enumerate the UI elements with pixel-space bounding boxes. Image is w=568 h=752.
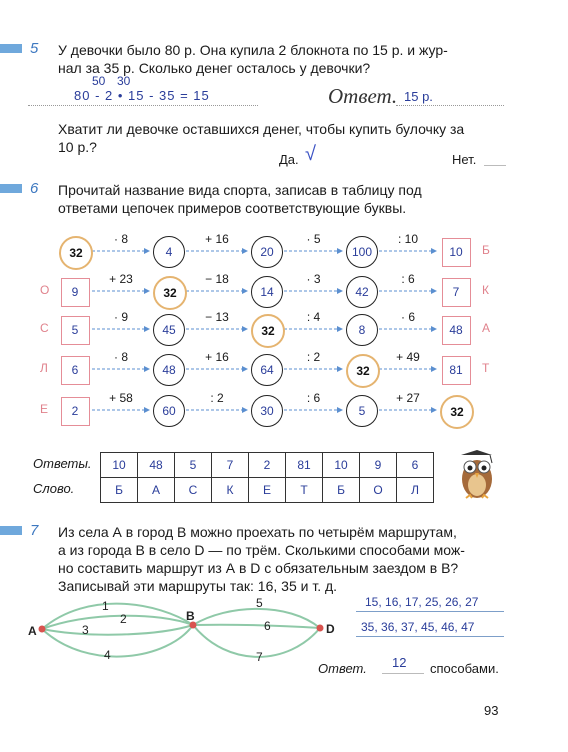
chain-2-node-3: 14 — [251, 276, 283, 308]
chain-2-node-4: 42 — [346, 276, 378, 308]
answer-cell-6: 81 — [286, 453, 323, 478]
helper-30: 30 — [117, 74, 131, 88]
chain-1-arrowhead-1 — [144, 248, 150, 254]
letter-cell-4: К — [212, 478, 249, 503]
task-7-marker — [0, 526, 22, 535]
chain-3-node-4: 8 — [346, 314, 378, 346]
task-6-number: 6 — [30, 180, 39, 197]
routes-underline-2 — [356, 636, 504, 637]
chain-2-op-3: · 3 — [306, 272, 321, 286]
chain-2-arrowhead-1 — [144, 288, 150, 294]
letter-cell-7: Б — [323, 478, 360, 503]
chain-4-op-2: + 16 — [205, 350, 229, 364]
routes-underline-1 — [356, 611, 504, 612]
letter-cell-9: Л — [397, 478, 434, 503]
chain-4-arrowhead-4 — [431, 366, 437, 372]
letter-cell-2: А — [138, 478, 175, 503]
chain-1-node-5: 10 — [442, 238, 471, 267]
answer-cell-7: 10 — [323, 453, 360, 478]
task-7-line2: а из города В в село D — по трём. Сколькими способами мож- — [58, 542, 465, 558]
chain-2-node-2: 32 — [153, 276, 187, 310]
route-1: 1 — [102, 599, 109, 613]
chain-1-arrowhead-4 — [431, 248, 437, 254]
answers-label: Ответы. — [33, 456, 92, 471]
chain-5-arrowhead-2 — [242, 407, 248, 413]
task-7-line3: но составить маршрут из А в D с обязательным заездом в В? — [58, 560, 459, 576]
chain-3-arrowhead-3 — [337, 326, 343, 332]
chain-2-right-letter: К — [482, 283, 489, 297]
letter-cell-8: О — [360, 478, 397, 503]
chain-5-op-2: : 2 — [210, 391, 224, 405]
chain-1-op-1: · 8 — [113, 232, 128, 246]
helper-50: 50 — [92, 74, 106, 88]
chain-1-arrowhead-2 — [242, 248, 248, 254]
route-2: 2 — [120, 612, 127, 626]
chain-5-op-3: : 6 — [306, 391, 321, 405]
chain-1-op-3: · 5 — [306, 232, 321, 246]
task-6-line1: Прочитай название вида спорта, записав в таблицу под — [58, 182, 422, 198]
yes-label: Да. — [279, 152, 299, 167]
no-label: Нет. — [452, 152, 477, 167]
route-4: 4 — [104, 648, 111, 662]
chain-5-node-2: 60 — [153, 395, 185, 427]
chain-3-op-4: · 6 — [400, 310, 415, 324]
task-7-answer-suffix: способами. — [430, 661, 499, 676]
task-5-answer-label: Ответ. — [328, 84, 398, 108]
chain-3-op-1: · 9 — [113, 310, 128, 324]
task-7-line4: Записывай эти маршруты так: 16, 35 и т. д. — [58, 578, 338, 594]
letter-cell-3: С — [175, 478, 212, 503]
chain-4-node-4: 32 — [346, 354, 380, 388]
chain-1-right-letter: Б — [482, 243, 490, 257]
answers-table — [100, 452, 434, 503]
chain-4-op-1: · 8 — [113, 350, 128, 364]
chain-3-node-3: 32 — [251, 314, 285, 348]
chain-5-node-3: 30 — [251, 395, 283, 427]
chain-2-left-letter: О — [40, 283, 50, 297]
point-b-label: B — [186, 609, 195, 623]
chain-4-arrowhead-3 — [337, 366, 343, 372]
chain-4-op-3: : 2 — [306, 350, 321, 364]
task-7-number: 7 — [30, 522, 39, 539]
chain-5-op-1: + 58 — [109, 391, 133, 405]
task-6-line2: ответами цепочек примеров соответствующие буквы. — [58, 200, 407, 216]
page-number: 93 — [484, 703, 499, 718]
task-7-answer-line — [382, 673, 424, 674]
letter-cell-6: Т — [286, 478, 323, 503]
chain-1-op-2: + 16 — [205, 232, 229, 246]
chain-1-node-1: 32 — [59, 236, 93, 270]
chain-3-left-letter: С — [40, 321, 49, 335]
chain-2-op-2: − 18 — [205, 272, 229, 286]
chain-4-node-3: 64 — [251, 354, 283, 386]
answer-cell-5: 2 — [249, 453, 286, 478]
answer-cell-3: 5 — [175, 453, 212, 478]
chain-3-op-2: − 13 — [205, 310, 229, 324]
task-7-answer-value: 12 — [392, 655, 407, 670]
chain-2-op-1: + 23 — [109, 272, 133, 286]
chain-5-node-4: 5 — [346, 395, 378, 427]
route-5: 5 — [256, 596, 263, 610]
word-label: Слово. — [33, 481, 75, 496]
task-5-number: 5 — [30, 40, 39, 57]
letter-cell-1: Б — [101, 478, 138, 503]
owl-illustration — [452, 449, 502, 501]
chain-2-op-4: : 6 — [401, 272, 415, 286]
chain-5-arrowhead-1 — [144, 407, 150, 413]
chain-3-arrowhead-2 — [242, 326, 248, 332]
answer-cell-4: 7 — [212, 453, 249, 478]
point-a-label: A — [28, 624, 37, 638]
chain-5-node-1: 2 — [61, 397, 90, 426]
chain-3-node-2: 45 — [153, 314, 185, 346]
chain-1-node-3: 20 — [251, 236, 283, 268]
chain-1-op-4: : 10 — [397, 232, 418, 246]
task-5-question-line2: 10 р.? — [58, 139, 97, 155]
routes-line-1: 15, 16, 17, 25, 26, 27 — [365, 595, 479, 609]
chain-3-node-5: 48 — [442, 316, 471, 345]
chain-5-node-5: 32 — [440, 395, 474, 429]
chain-5-arrowhead-4 — [431, 407, 437, 413]
chain-5-op-4: + 27 — [396, 391, 420, 405]
chain-1-arrowhead-3 — [337, 248, 343, 254]
answer-cell-1: 10 — [101, 453, 138, 478]
chain-4-node-5: 81 — [442, 356, 471, 385]
answer-cell-2: 48 — [138, 453, 175, 478]
task-5-question-line1: Хватит ли девочке оставшихся денег, чтобы купить булочку за — [58, 121, 465, 137]
point-d-label: D — [326, 622, 335, 636]
chain-4-right-letter: Т — [482, 361, 490, 375]
chain-2-arrowhead-3 — [337, 288, 343, 294]
task-5-line2: нал за 35 р. Сколько денег осталось у девочки? — [58, 60, 371, 76]
chain-3-arrowhead-4 — [431, 326, 437, 332]
chain-5-left-letter: Е — [40, 402, 49, 416]
task-5-answer-value: 15 р. — [404, 89, 433, 104]
chain-4-node-2: 48 — [153, 354, 185, 386]
route-6: 6 — [264, 619, 271, 633]
chain-4-node-1: 6 — [61, 356, 90, 385]
chain-2-arrowhead-2 — [242, 288, 248, 294]
task-5-line1: У девочки было 80 р. Она купила 2 блокнота по 15 р. и жур- — [58, 42, 448, 58]
point-d-dot — [317, 625, 324, 632]
chain-3-right-letter: А — [482, 321, 491, 335]
route-diagram — [28, 592, 358, 672]
chain-2-node-1: 9 — [61, 278, 90, 307]
route-3: 3 — [82, 623, 89, 637]
chain-1-node-2: 4 — [153, 236, 185, 268]
letter-cell-5: Е — [249, 478, 286, 503]
chain-4-arrowhead-1 — [144, 366, 150, 372]
chain-4-op-4: + 49 — [396, 350, 420, 364]
chain-3-arrowhead-1 — [144, 326, 150, 332]
answer-cell-9: 6 — [397, 453, 434, 478]
chain-3-node-1: 5 — [61, 316, 90, 345]
chain-2-node-5: 7 — [442, 278, 471, 307]
task-7-line1: Из села А в город В можно проехать по четырём маршрутам, — [58, 524, 457, 540]
routes-line-2: 35, 36, 37, 45, 46, 47 — [361, 620, 475, 634]
task-5-expression: 80 - 2 • 15 - 35 = 15 — [74, 88, 210, 103]
chain-2-arrowhead-4 — [431, 288, 437, 294]
chain-4-left-letter: Л — [40, 361, 48, 375]
chain-4-arrowhead-2 — [242, 366, 248, 372]
chain-3-op-3: : 4 — [306, 310, 321, 324]
chain-1-node-4: 100 — [346, 236, 378, 268]
check-mark: √ — [305, 143, 316, 165]
point-a-dot — [39, 626, 46, 633]
route-7: 7 — [256, 650, 263, 664]
chain-5-arrowhead-3 — [337, 407, 343, 413]
task-7-answer-label: Ответ. — [318, 661, 367, 676]
answer-cell-8: 9 — [360, 453, 397, 478]
